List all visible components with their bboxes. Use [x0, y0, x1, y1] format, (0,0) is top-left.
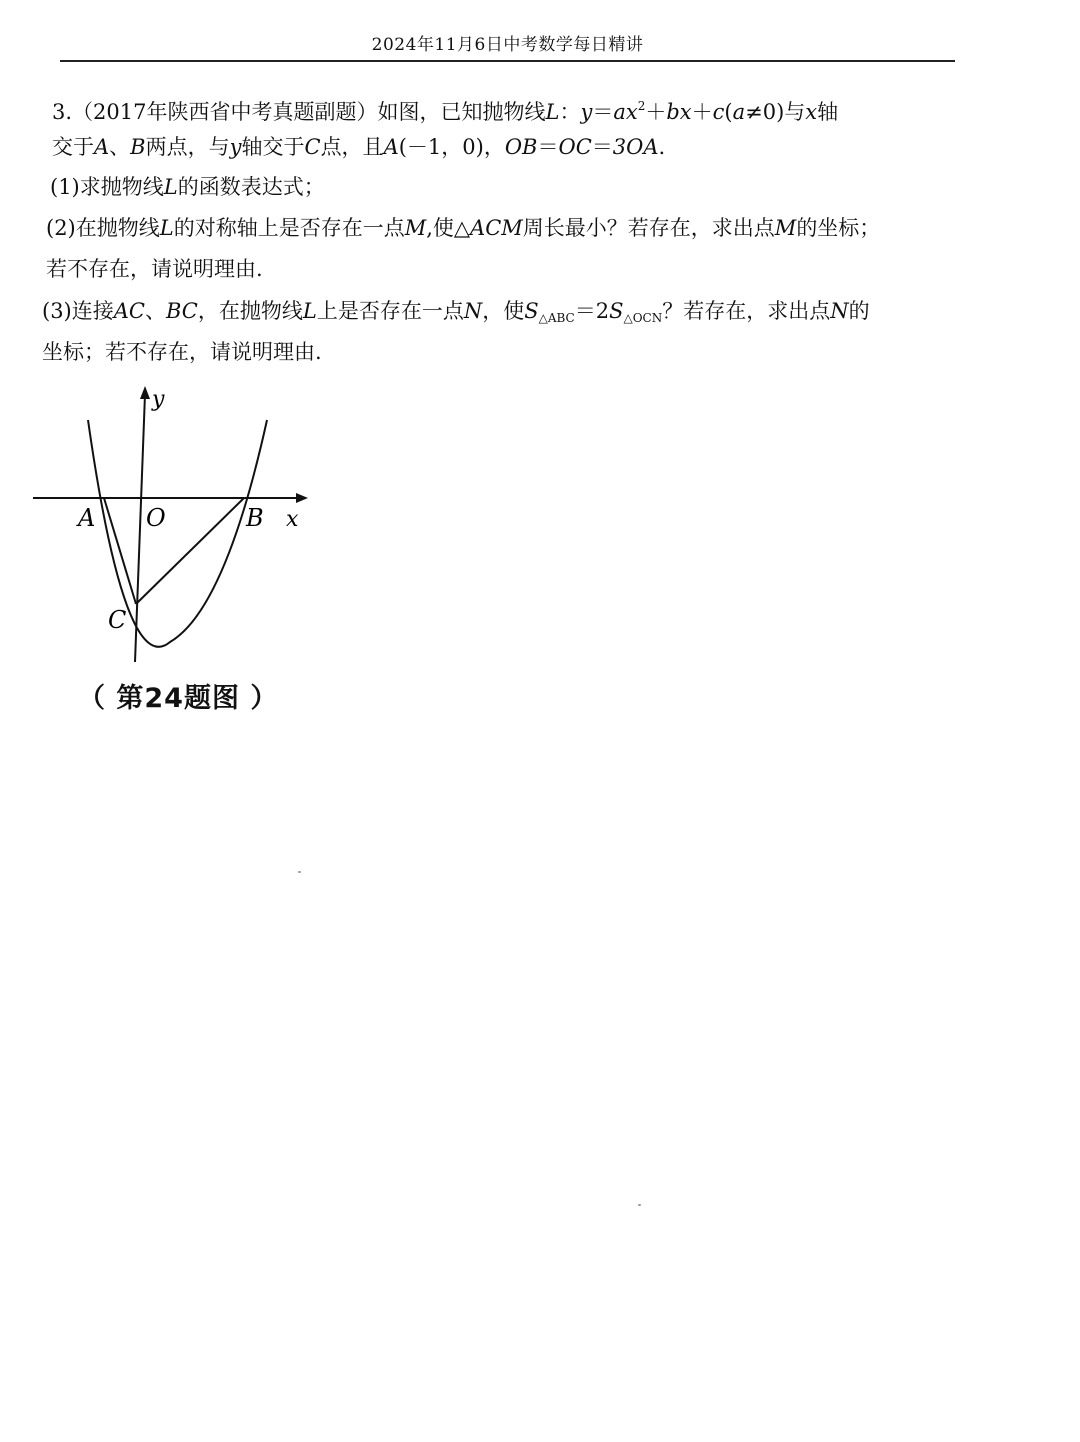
plus: ＋	[691, 100, 713, 124]
text: ，在抛物线	[197, 299, 303, 323]
text: 轴交于	[241, 135, 305, 159]
area-S: S	[524, 299, 539, 323]
triangle-ACM: ACM	[470, 216, 523, 240]
period: .	[658, 135, 666, 159]
colon: ：	[559, 100, 581, 124]
text: 周长最小？若存在，求出点	[522, 216, 775, 240]
segment-OC: OC	[558, 135, 592, 159]
point-A: A	[94, 135, 110, 159]
var-L: L	[159, 216, 174, 240]
var-L: L	[302, 299, 317, 323]
label-b: B	[246, 504, 264, 532]
text: 若不存在，请说明理由.	[46, 257, 263, 281]
var-L: L	[545, 100, 560, 124]
equals: ＝	[591, 135, 613, 159]
question-1	[50, 173, 325, 201]
segment-OB: OB	[504, 135, 538, 159]
term-bx: bx	[666, 100, 692, 124]
point-C: C	[304, 135, 321, 159]
text: 上是否存在一点	[316, 299, 464, 323]
text: 轴	[817, 100, 839, 124]
segment-3OA: 3OA	[612, 135, 659, 159]
text: 的函数表达式；	[177, 175, 325, 199]
text: 交于	[52, 135, 94, 159]
point-M: M	[774, 216, 797, 240]
label-y: y	[152, 387, 165, 412]
text: 点，且	[320, 135, 384, 159]
scan-speck	[638, 1204, 641, 1206]
point-M: M	[404, 216, 427, 240]
plus: ＋	[645, 100, 667, 124]
var-x: x	[805, 100, 818, 124]
equals: ＝2	[574, 299, 610, 323]
label-x: x	[286, 507, 299, 532]
problem-intro: 3.（2017年陕西省中考真题副题）如图，已知抛物线	[52, 100, 546, 124]
text: (1)求抛物线	[50, 175, 164, 199]
point-N: N	[463, 299, 483, 323]
term-ax: ax	[613, 100, 638, 124]
var-L: L	[163, 175, 178, 199]
point-A: A	[383, 135, 399, 159]
text: 的	[848, 299, 870, 323]
exponent: 2	[637, 99, 646, 113]
question-3-line-2	[42, 338, 322, 366]
question-2-line-2	[46, 255, 263, 283]
segment-AC: AC	[113, 299, 145, 323]
question-3	[42, 297, 870, 332]
var-a: a	[732, 100, 746, 124]
text: 两点，与	[145, 135, 230, 159]
text: ，使	[482, 299, 525, 323]
parabola-figure	[20, 380, 340, 680]
text: 、	[109, 135, 131, 159]
text: 、	[144, 299, 166, 323]
text: 的对称轴上是否存在一点	[173, 216, 405, 240]
label-o: O	[146, 504, 166, 532]
point-N: N	[830, 299, 849, 323]
problem-line-1	[52, 92, 838, 126]
var-y: y	[229, 135, 242, 159]
y-axis	[135, 394, 145, 662]
text: 坐标；若不存在，请说明理由.	[42, 340, 322, 364]
equals: ＝	[537, 135, 559, 159]
page-header	[60, 30, 955, 62]
subscript: △ABC	[538, 311, 575, 325]
area-S: S	[609, 299, 624, 323]
point-B: B	[130, 135, 146, 159]
text: (2)在抛物线	[46, 216, 160, 240]
text: ,使△	[426, 216, 471, 240]
subscript: △OCN	[623, 311, 663, 325]
text: (3)连接	[42, 299, 114, 323]
paren: (	[724, 100, 733, 124]
x-axis-arrow-icon	[296, 493, 308, 503]
segment-BC: BC	[165, 299, 198, 323]
text: 的坐标；	[796, 216, 881, 240]
equals: ＝	[592, 100, 614, 124]
condition: ≠0)与	[745, 100, 806, 124]
label-a: A	[78, 504, 96, 532]
text: ？若存在，求出点	[662, 299, 831, 323]
y-axis-arrow-icon	[140, 386, 150, 399]
header-title: 2024年11月6日中考数学每日精讲	[371, 35, 644, 55]
var-y: y	[580, 100, 593, 124]
figure-caption: （ 第24题图 ）	[78, 683, 279, 714]
term-c: c	[712, 100, 725, 124]
scan-speck	[298, 871, 301, 873]
problem-line-2	[52, 133, 665, 161]
coordinate: (－1，0)，	[398, 135, 505, 159]
label-c: C	[108, 606, 127, 634]
segment-ac-line	[104, 498, 136, 604]
question-2	[46, 214, 880, 242]
